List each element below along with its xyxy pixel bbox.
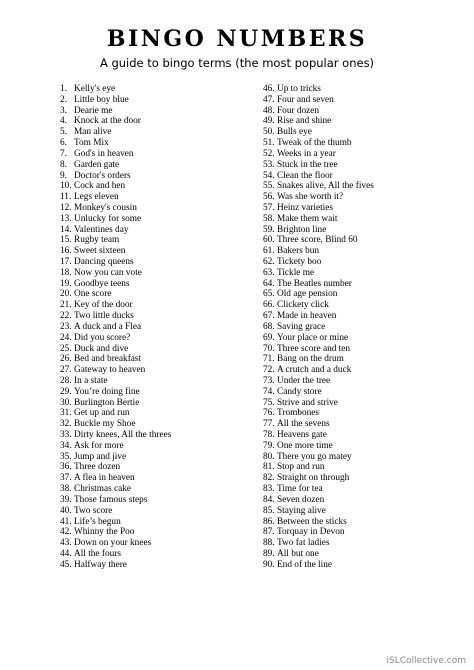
item-term: Weeks in a year bbox=[277, 148, 336, 159]
list-item bbox=[60, 538, 250, 549]
list-item bbox=[60, 517, 250, 528]
item-term: Heavens gate bbox=[277, 430, 327, 440]
list-item bbox=[263, 192, 453, 203]
item-number: 4. bbox=[60, 116, 67, 127]
item-term: Tickety boo bbox=[277, 257, 322, 267]
item-term: Ask for more bbox=[74, 440, 124, 451]
item-number: 87. bbox=[263, 527, 275, 538]
item-number: 64. bbox=[263, 278, 275, 289]
item-term: Two score bbox=[74, 505, 113, 516]
item-term: Now you can vote bbox=[74, 267, 142, 278]
list-item bbox=[263, 171, 453, 182]
list-item bbox=[263, 354, 453, 365]
item-term: Tom Mix bbox=[74, 138, 109, 149]
item-number: 12. bbox=[60, 202, 72, 213]
item-number: 33. bbox=[60, 430, 72, 440]
item-number: 34. bbox=[60, 440, 72, 451]
item-number: 13. bbox=[60, 213, 72, 224]
list-item bbox=[263, 268, 453, 279]
item-number: 6. bbox=[60, 138, 67, 149]
list-item bbox=[60, 246, 250, 257]
item-number: 71. bbox=[263, 354, 275, 365]
list-item bbox=[263, 538, 453, 549]
item-number: 63. bbox=[263, 267, 275, 278]
item-number: 72. bbox=[263, 365, 275, 376]
item-number: 11. bbox=[60, 192, 72, 203]
item-term: Make them wait bbox=[277, 213, 338, 224]
list-item bbox=[60, 289, 250, 300]
list-item bbox=[60, 95, 250, 106]
list-item bbox=[60, 149, 250, 160]
item-number: 78. bbox=[263, 430, 275, 440]
list-item bbox=[263, 300, 453, 311]
item-term: Torquay in Devon bbox=[277, 527, 345, 538]
item-term: Did you score? bbox=[74, 332, 131, 343]
item-number: 17. bbox=[60, 257, 72, 267]
item-term: All the fours bbox=[74, 548, 121, 559]
item-term: Made in heaven bbox=[277, 311, 337, 322]
list-item bbox=[60, 506, 250, 517]
item-number: 19. bbox=[60, 278, 72, 289]
item-number: 37. bbox=[60, 473, 72, 484]
item-term: Stop and run bbox=[277, 462, 325, 473]
list-item bbox=[263, 452, 453, 463]
item-term: Cock and hen bbox=[74, 181, 126, 192]
list-item bbox=[263, 311, 453, 322]
list-item bbox=[263, 430, 453, 441]
item-term: A crutch and a duck bbox=[277, 365, 352, 376]
item-number: 31. bbox=[60, 408, 72, 419]
item-number: 30. bbox=[60, 397, 72, 408]
item-term: Clickety click bbox=[277, 300, 329, 311]
item-number: 28. bbox=[60, 375, 72, 386]
list-item bbox=[60, 527, 250, 538]
item-term: Down on your knees bbox=[74, 538, 152, 549]
list-item bbox=[60, 419, 250, 430]
list-item bbox=[263, 549, 453, 560]
item-number: 73. bbox=[263, 375, 275, 386]
item-term: Legs eleven bbox=[74, 192, 119, 203]
item-number: 66. bbox=[263, 300, 275, 311]
item-number: 52. bbox=[263, 148, 275, 159]
item-term: Whinny the Poo bbox=[74, 527, 135, 538]
list-item bbox=[263, 246, 453, 257]
item-term: Three score and ten bbox=[277, 343, 351, 354]
list-item bbox=[263, 106, 453, 117]
item-term: Two little ducks bbox=[74, 311, 134, 322]
list-item bbox=[263, 225, 453, 236]
item-term: Doctor's orders bbox=[74, 170, 131, 181]
item-term: Strive and strive bbox=[277, 397, 338, 408]
list-item bbox=[60, 214, 250, 225]
item-number: 90. bbox=[263, 559, 275, 570]
item-term: Four dozen bbox=[277, 105, 320, 116]
list-item bbox=[263, 214, 453, 225]
list-item bbox=[263, 116, 453, 127]
item-term: Heinz varieties bbox=[277, 202, 334, 213]
item-term: Halfway there bbox=[74, 559, 127, 570]
list-item bbox=[263, 289, 453, 300]
page-title: BINGO NUMBERS bbox=[106, 26, 368, 52]
item-number: 50. bbox=[263, 127, 275, 138]
item-number: 76. bbox=[263, 408, 275, 419]
item-term: The Beatles number bbox=[277, 278, 352, 289]
item-number: 27. bbox=[60, 365, 72, 376]
item-term: Rugby team bbox=[74, 235, 120, 246]
item-term: Man alive bbox=[74, 127, 112, 138]
list-item bbox=[263, 473, 453, 484]
list-item bbox=[60, 549, 250, 560]
list-item bbox=[263, 149, 453, 160]
item-term: Snakes alive, All the fives bbox=[277, 181, 374, 192]
item-term: Jump and jive bbox=[74, 451, 127, 462]
list-item bbox=[263, 527, 453, 538]
item-number: 59. bbox=[263, 224, 275, 235]
list-item bbox=[60, 365, 250, 376]
item-term: There you go matey bbox=[277, 451, 352, 462]
item-term: Bakers bun bbox=[277, 246, 320, 257]
item-number: 60. bbox=[263, 235, 275, 246]
item-number: 42. bbox=[60, 527, 72, 538]
list-item bbox=[60, 127, 250, 138]
item-term: Gateway to heaven bbox=[74, 365, 146, 376]
list-item bbox=[263, 462, 453, 473]
item-term: God's in heaven bbox=[74, 148, 134, 159]
item-number: 7. bbox=[60, 148, 67, 159]
item-term: One more time bbox=[277, 440, 333, 451]
list-item bbox=[60, 106, 250, 117]
watermark: iSLCollective.com bbox=[386, 656, 466, 666]
item-number: 86. bbox=[263, 516, 275, 527]
list-item bbox=[263, 408, 453, 419]
list-item bbox=[263, 506, 453, 517]
item-term: Trombones bbox=[277, 408, 320, 419]
item-number: 82. bbox=[263, 473, 275, 484]
list-item bbox=[263, 257, 453, 268]
item-term: A duck and a Flea bbox=[74, 321, 142, 332]
item-number: 39. bbox=[60, 494, 72, 505]
list-item bbox=[60, 452, 250, 463]
item-term: Little boy blue bbox=[74, 94, 129, 105]
item-number: 41. bbox=[60, 516, 72, 527]
list-item bbox=[263, 203, 453, 214]
list-item bbox=[263, 160, 453, 171]
item-number: 20. bbox=[60, 289, 72, 300]
item-term: You’re doing fine bbox=[74, 386, 140, 397]
item-term: Saving grace bbox=[277, 321, 326, 332]
left-term-list bbox=[60, 84, 250, 571]
item-term: Bed and breakfast bbox=[74, 354, 142, 365]
item-number: 16. bbox=[60, 246, 72, 257]
item-number: 51. bbox=[263, 138, 275, 149]
item-term: Brighton line bbox=[277, 224, 327, 235]
item-term: Burlington Bertie bbox=[74, 397, 140, 408]
item-term: Garden gate bbox=[74, 159, 120, 170]
item-number: 25. bbox=[60, 343, 72, 354]
item-number: 38. bbox=[60, 484, 72, 495]
item-term: Rise and shine bbox=[277, 116, 332, 127]
list-item bbox=[263, 333, 453, 344]
item-number: 58. bbox=[263, 213, 275, 224]
list-item bbox=[60, 408, 250, 419]
item-term: Dearie me bbox=[74, 105, 113, 116]
item-term: Tweak of the thumb bbox=[277, 138, 352, 149]
item-number: 1. bbox=[60, 84, 67, 94]
item-term: Dirty knees, All the threes bbox=[74, 430, 172, 440]
item-term: Between the sticks bbox=[277, 516, 347, 527]
list-item bbox=[60, 495, 250, 506]
list-item bbox=[263, 279, 453, 290]
item-term: Bulls eye bbox=[277, 127, 312, 138]
item-term: Get up and run bbox=[74, 408, 130, 419]
item-number: 45. bbox=[60, 559, 72, 570]
list-item bbox=[60, 116, 250, 127]
item-number: 18. bbox=[60, 267, 72, 278]
item-number: 22. bbox=[60, 311, 72, 322]
item-number: 89. bbox=[263, 548, 275, 559]
list-item bbox=[60, 560, 250, 571]
item-term: Kelly's eye bbox=[74, 84, 116, 94]
item-number: 88. bbox=[263, 538, 275, 549]
item-number: 62. bbox=[263, 257, 275, 267]
item-number: 3. bbox=[60, 105, 67, 116]
item-term: Three dozen bbox=[74, 462, 121, 473]
list-item bbox=[263, 322, 453, 333]
list-item bbox=[263, 517, 453, 528]
item-term: Buckle my Shoe bbox=[74, 419, 136, 430]
item-number: 46. bbox=[263, 84, 275, 94]
item-number: 53. bbox=[263, 159, 275, 170]
item-number: 15. bbox=[60, 235, 72, 246]
list-item bbox=[263, 365, 453, 376]
item-number: 36. bbox=[60, 462, 72, 473]
item-term: Up to tricks bbox=[277, 84, 321, 94]
item-number: 2. bbox=[60, 94, 67, 105]
list-item bbox=[60, 203, 250, 214]
list-item bbox=[60, 376, 250, 387]
item-number: 56. bbox=[263, 192, 275, 203]
item-number: 61. bbox=[263, 246, 275, 257]
item-number: 35. bbox=[60, 451, 72, 462]
item-number: 21. bbox=[60, 300, 72, 311]
list-item bbox=[60, 354, 250, 365]
item-term: Three score, Blind 60 bbox=[277, 235, 358, 246]
item-term: Time for tea bbox=[277, 484, 323, 495]
list-item bbox=[263, 560, 453, 571]
list-item bbox=[60, 192, 250, 203]
item-term: All but one bbox=[277, 548, 319, 559]
item-number: 32. bbox=[60, 419, 72, 430]
list-item bbox=[263, 95, 453, 106]
list-item bbox=[60, 344, 250, 355]
item-number: 10. bbox=[60, 181, 72, 192]
item-term: Monkey's cousin bbox=[74, 202, 137, 213]
list-item bbox=[60, 387, 250, 398]
item-number: 26. bbox=[60, 354, 72, 365]
list-item bbox=[60, 84, 250, 95]
right-term-list bbox=[263, 84, 453, 571]
list-item bbox=[60, 333, 250, 344]
list-item bbox=[60, 235, 250, 246]
item-number: 14. bbox=[60, 224, 72, 235]
list-item bbox=[263, 484, 453, 495]
item-term: Unlucky for some bbox=[74, 213, 142, 224]
item-number: 57. bbox=[263, 202, 275, 213]
item-term: Duck and dive bbox=[74, 343, 129, 354]
item-term: Seven dozen bbox=[277, 494, 325, 505]
item-term: Four and seven bbox=[277, 94, 334, 105]
item-term: In a state bbox=[74, 375, 108, 386]
item-number: 67. bbox=[263, 311, 275, 322]
list-item bbox=[263, 127, 453, 138]
item-term: Dancing queens bbox=[74, 257, 134, 267]
list-item bbox=[60, 322, 250, 333]
item-number: 54. bbox=[263, 170, 275, 181]
list-item bbox=[60, 311, 250, 322]
list-item bbox=[60, 441, 250, 452]
list-item bbox=[60, 398, 250, 409]
list-item bbox=[263, 441, 453, 452]
item-number: 48. bbox=[263, 105, 275, 116]
item-term: Clean the floor bbox=[277, 170, 333, 181]
item-number: 43. bbox=[60, 538, 72, 549]
item-term: Under the tree bbox=[277, 375, 331, 386]
list-item bbox=[60, 300, 250, 311]
list-item bbox=[263, 84, 453, 95]
item-term: Bang on the drum bbox=[277, 354, 344, 365]
item-number: 47. bbox=[263, 94, 275, 105]
item-term: Christmas cake bbox=[74, 484, 132, 495]
item-number: 5. bbox=[60, 127, 67, 138]
list-item bbox=[60, 268, 250, 279]
item-term: Those famous steps bbox=[74, 494, 148, 505]
item-number: 40. bbox=[60, 505, 72, 516]
item-number: 8. bbox=[60, 159, 67, 170]
page-subtitle: A guide to bingo terms (the most popular ones) bbox=[99, 56, 375, 70]
list-item bbox=[60, 279, 250, 290]
item-number: 79. bbox=[263, 440, 275, 451]
item-number: 81. bbox=[263, 462, 275, 473]
item-term: Old age pension bbox=[277, 289, 338, 300]
item-term: End of the line bbox=[277, 559, 332, 570]
item-term: Straight on through bbox=[277, 473, 350, 484]
item-number: 75. bbox=[263, 397, 275, 408]
list-item bbox=[60, 181, 250, 192]
item-number: 68. bbox=[263, 321, 275, 332]
list-item bbox=[263, 419, 453, 430]
list-item bbox=[263, 235, 453, 246]
item-number: 85. bbox=[263, 505, 275, 516]
list-item bbox=[60, 257, 250, 268]
item-number: 83. bbox=[263, 484, 275, 495]
list-item bbox=[60, 473, 250, 484]
item-number: 80. bbox=[263, 451, 275, 462]
item-term: Knock at the door bbox=[74, 116, 141, 127]
item-number: 44. bbox=[60, 548, 72, 559]
list-item bbox=[263, 387, 453, 398]
item-number: 24. bbox=[60, 332, 72, 343]
list-item bbox=[60, 225, 250, 236]
list-item bbox=[60, 171, 250, 182]
item-term: Goodbye teens bbox=[74, 278, 130, 289]
list-item bbox=[60, 462, 250, 473]
item-number: 29. bbox=[60, 386, 72, 397]
list-item bbox=[60, 430, 250, 441]
item-term: Tickle me bbox=[277, 267, 315, 278]
list-item bbox=[263, 398, 453, 409]
item-term: A flea in heaven bbox=[74, 473, 135, 484]
item-number: 70. bbox=[263, 343, 275, 354]
item-term: Your place or mine bbox=[277, 332, 349, 343]
item-term: Stuck in the tree bbox=[277, 159, 338, 170]
item-term: Staying alive bbox=[277, 505, 326, 516]
item-number: 65. bbox=[263, 289, 275, 300]
item-term: Was she worth it? bbox=[277, 192, 344, 203]
list-item bbox=[60, 484, 250, 495]
list-item bbox=[263, 138, 453, 149]
item-term: Valentines day bbox=[74, 224, 129, 235]
list-item bbox=[263, 181, 453, 192]
item-number: 9. bbox=[60, 170, 67, 181]
list-item bbox=[263, 376, 453, 387]
list-item bbox=[60, 160, 250, 171]
item-term: Sweet sixteen bbox=[74, 246, 126, 257]
item-number: 49. bbox=[263, 116, 275, 127]
item-term: Two fat ladies bbox=[277, 538, 330, 549]
list-item bbox=[263, 344, 453, 355]
item-term: One score bbox=[74, 289, 112, 300]
item-number: 69. bbox=[263, 332, 275, 343]
item-number: 74. bbox=[263, 386, 275, 397]
list-item bbox=[60, 138, 250, 149]
item-number: 77. bbox=[263, 419, 275, 430]
item-term: Life’s begun bbox=[74, 516, 121, 527]
item-term: Key of the door bbox=[74, 300, 133, 311]
item-term: Candy store bbox=[277, 386, 322, 397]
item-number: 84. bbox=[263, 494, 275, 505]
item-number: 55. bbox=[263, 181, 275, 192]
list-item bbox=[263, 495, 453, 506]
item-number: 23. bbox=[60, 321, 72, 332]
item-term: All the sevens bbox=[277, 419, 330, 430]
